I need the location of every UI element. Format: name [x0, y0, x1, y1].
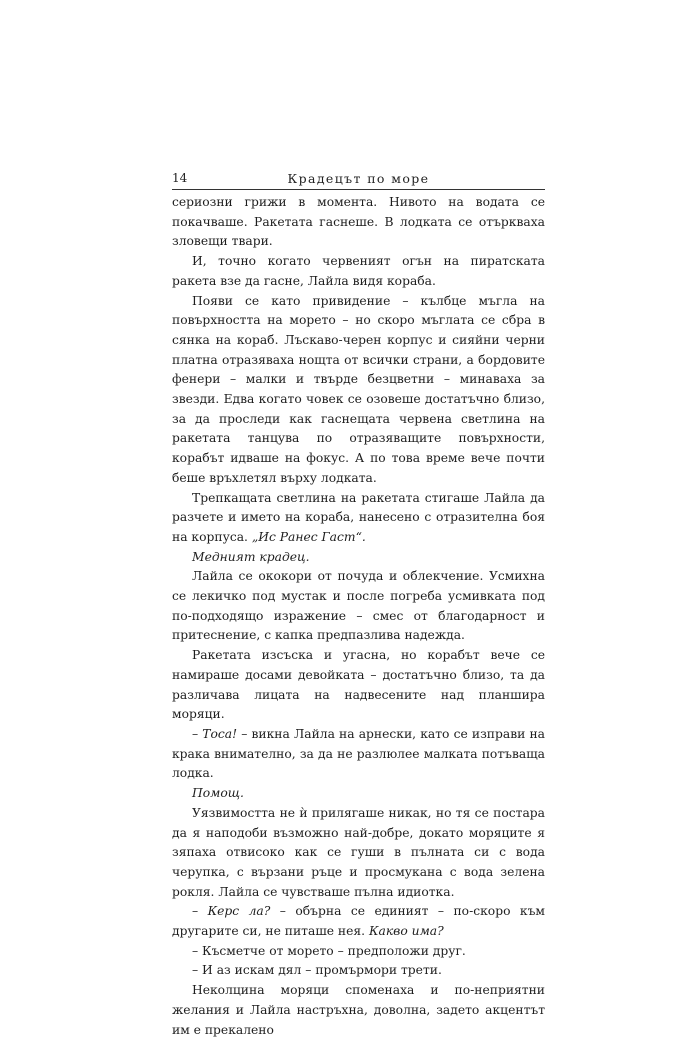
- text-run: – викна Лайла на арнески, като се изправи на крака внимателно, за да не разлюлее малката потъваща лодка.: [172, 726, 545, 781]
- italic-text: „Ис Ранес Гаст“.: [251, 529, 366, 544]
- page-header: [172, 170, 545, 188]
- text-run: Неколцина моряци споменаха и по-неприятни желания и Лайла настръхна, доволна, задето акцентът им е прекалено: [172, 983, 545, 1037]
- text-run: сериозни грижи в момента. Нивото на водата се покачваше. Ракетата гаснеше. В лодката се отърквaха зловещи твари.: [172, 195, 545, 249]
- text-run: Ракетата изсъска и угасна, но корабът вече се намираше досами девойката – достатъчно близо, та да различава лицата на надвесените над планшира моряци.: [172, 648, 545, 722]
- italic-text: Какво има?: [368, 924, 444, 939]
- body-text: [172, 193, 545, 1040]
- text-run: –: [192, 904, 208, 919]
- text-run: И, точно когато червеният огън на пиратската ракета взе да гасне, Лайла видя кораба.: [172, 254, 545, 288]
- text-run: – обърна се единият – по-скоро към другарите си, не питаше нея.: [172, 904, 545, 939]
- text-run: – Късметче от морето – предположи друг.: [192, 943, 466, 958]
- italic-text: Медният крадец.: [192, 549, 310, 564]
- paragraph: [172, 292, 545, 489]
- text-run: – И аз искам дял – промърмори трети.: [192, 963, 442, 978]
- paragraph: [172, 548, 545, 568]
- italic-text: Тоса!: [202, 726, 238, 741]
- page-number: 14: [172, 171, 188, 185]
- text-run: Трепкащата светлина на ракетата стигаше Лайла да разчете и името на кораба, нанесено с отразителна боя на корпуса.: [172, 490, 545, 544]
- paragraph: [172, 804, 545, 903]
- paragraph: [172, 252, 545, 291]
- text-run: Уязвимостта не ѝ прилягаше никак, но тя се постара да я наподоби възможно най-добре, докато моряците я зяпаха отвисоко как се гуши в пълната си с вода черупка, с вързани ръце и просмукана с вода зелена рокля. Лайла се чувстваше пълна идиотка.: [172, 805, 545, 899]
- paragraph: [172, 646, 545, 725]
- paragraph: [172, 902, 545, 941]
- paragraph: [172, 725, 545, 784]
- paragraph: [172, 567, 545, 646]
- text-run: –: [192, 726, 203, 741]
- paragraph: [172, 784, 545, 804]
- italic-text: Керс ла?: [207, 904, 271, 919]
- running-title: Крадецът по море: [287, 171, 430, 186]
- paragraph: [172, 193, 545, 252]
- paragraph: [172, 942, 545, 962]
- paragraph: [172, 489, 545, 548]
- text-run: Появи се като привидение – кълбце мъгла на повърхността на морето – но скоро мъглата се сбра в сянка на кораб. Лъскаво-черен корпус и сияйни черни платна отразяваха нощта от всички страни, а бордовите фенери – малки и твърде безцветни – минаваха за звезди. Едва когато човек се озовеше достатъчно близо, за да проследи как гаснещата червена светлина на ракетата танцува по отразяващите повърхности, корабът идваше на фокус. А по това време вече почти беше връхлетял върху лодката.: [172, 293, 545, 485]
- paragraph: [172, 961, 545, 981]
- text-run: Лайла се ококори от почуда и облекчение. Усмихна се лекичко под мустак и после погреба усмивката под по-подходящо изражение – смес от благодарност и притеснение, с капка предпазлива надежда.: [172, 569, 545, 643]
- italic-text: Помощ.: [192, 786, 244, 801]
- header-rule: [172, 189, 545, 190]
